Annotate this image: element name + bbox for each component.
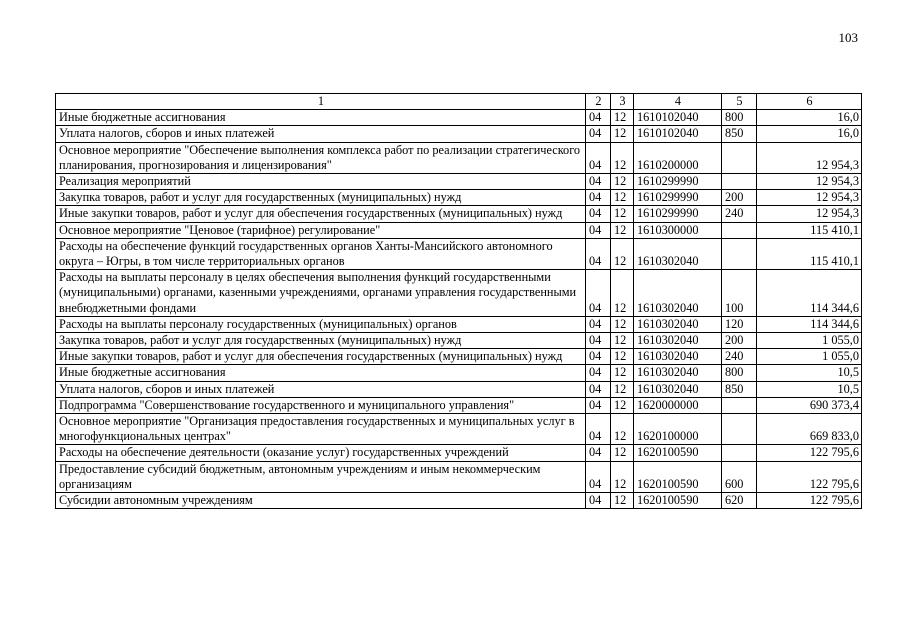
section-code: 04	[586, 126, 611, 142]
target-item-code: 1610200000	[634, 142, 722, 173]
amount-value: 12 954,3	[757, 174, 862, 190]
expense-type-code: 800	[722, 110, 757, 126]
table-row	[56, 190, 862, 206]
target-item-code: 1620000000	[634, 397, 722, 413]
section-code: 04	[586, 493, 611, 509]
expense-type-code: 850	[722, 126, 757, 142]
row-description: Основное мероприятие "Обеспечение выполнения комплекса работ по реализации стратегического планирования, прогнозирования и лицензирования"	[56, 142, 586, 173]
amount-value: 115 410,1	[757, 238, 862, 269]
target-item-code: 1620100590	[634, 445, 722, 461]
amount-value: 10,5	[757, 365, 862, 381]
target-item-code: 1620100590	[634, 461, 722, 492]
expense-type-code: 240	[722, 349, 757, 365]
header-cell: 5	[722, 94, 757, 110]
amount-value: 690 373,4	[757, 397, 862, 413]
row-description: Субсидии автономным учреждениям	[56, 493, 586, 509]
amount-value: 122 795,6	[757, 461, 862, 492]
subsection-code: 12	[611, 174, 634, 190]
subsection-code: 12	[611, 126, 634, 142]
row-description: Иные закупки товаров, работ и услуг для обеспечения государственных (муниципальных) нужд	[56, 206, 586, 222]
amount-value: 10,5	[757, 381, 862, 397]
table-row	[56, 365, 862, 381]
target-item-code: 1610302040	[634, 270, 722, 317]
row-description: Закупка товаров, работ и услуг для государственных (муниципальных) нужд	[56, 333, 586, 349]
expense-type-code: 240	[722, 206, 757, 222]
table-row	[56, 110, 862, 126]
expense-type-code: 100	[722, 270, 757, 317]
expense-type-code: 200	[722, 190, 757, 206]
target-item-code: 1610102040	[634, 110, 722, 126]
section-code: 04	[586, 316, 611, 332]
subsection-code: 12	[611, 206, 634, 222]
target-item-code: 1610300000	[634, 222, 722, 238]
section-code: 04	[586, 397, 611, 413]
subsection-code: 12	[611, 493, 634, 509]
subsection-code: 12	[611, 238, 634, 269]
subsection-code: 12	[611, 445, 634, 461]
row-description: Расходы на выплаты персоналу государственных (муниципальных) органов	[56, 316, 586, 332]
target-item-code: 1610302040	[634, 381, 722, 397]
row-description: Реализация мероприятий	[56, 174, 586, 190]
row-description: Основное мероприятие "Организация предоставления государственных и муниципальных услуг в многофункциональных центрах"	[56, 414, 586, 445]
section-code: 04	[586, 110, 611, 126]
expense-type-code: 600	[722, 461, 757, 492]
amount-value: 122 795,6	[757, 493, 862, 509]
table-row	[56, 206, 862, 222]
row-description: Предоставление субсидий бюджетным, автономным учреждениям и иным некоммерческим организациям	[56, 461, 586, 492]
row-description: Уплата налогов, сборов и иных платежей	[56, 126, 586, 142]
table-row	[56, 461, 862, 492]
table-row	[56, 222, 862, 238]
expense-type-code: 800	[722, 365, 757, 381]
subsection-code: 12	[611, 349, 634, 365]
section-code: 04	[586, 365, 611, 381]
section-code: 04	[586, 142, 611, 173]
expense-type-code	[722, 174, 757, 190]
target-item-code: 1610302040	[634, 238, 722, 269]
row-description: Основное мероприятие "Ценовое (тарифное) регулирование"	[56, 222, 586, 238]
target-item-code: 1610102040	[634, 126, 722, 142]
table-row	[56, 414, 862, 445]
target-item-code: 1610299990	[634, 206, 722, 222]
expense-type-code	[722, 142, 757, 173]
expense-type-code	[722, 445, 757, 461]
row-description: Уплата налогов, сборов и иных платежей	[56, 381, 586, 397]
subsection-code: 12	[611, 316, 634, 332]
section-code: 04	[586, 381, 611, 397]
target-item-code: 1610302040	[634, 349, 722, 365]
subsection-code: 12	[611, 381, 634, 397]
target-item-code: 1610302040	[634, 333, 722, 349]
section-code: 04	[586, 461, 611, 492]
subsection-code: 12	[611, 110, 634, 126]
section-code: 04	[586, 238, 611, 269]
section-code: 04	[586, 445, 611, 461]
amount-value: 115 410,1	[757, 222, 862, 238]
expense-type-code: 850	[722, 381, 757, 397]
expense-type-code: 200	[722, 333, 757, 349]
header-cell: 1	[56, 94, 586, 110]
table-row	[56, 126, 862, 142]
subsection-code: 12	[611, 190, 634, 206]
target-item-code: 1610299990	[634, 190, 722, 206]
subsection-code: 12	[611, 270, 634, 317]
row-description: Расходы на обеспечение деятельности (оказание услуг) государственных учреждений	[56, 445, 586, 461]
row-description: Расходы на обеспечение функций государственных органов Ханты-Мансийского автономного округа – Югры, в том числе территориальных органов	[56, 238, 586, 269]
row-description: Иные бюджетные ассигнования	[56, 110, 586, 126]
amount-value: 12 954,3	[757, 142, 862, 173]
target-item-code: 1610299990	[634, 174, 722, 190]
section-code: 04	[586, 333, 611, 349]
expense-type-code	[722, 238, 757, 269]
subsection-code: 12	[611, 222, 634, 238]
amount-value: 1 055,0	[757, 349, 862, 365]
amount-value: 122 795,6	[757, 445, 862, 461]
subsection-code: 12	[611, 397, 634, 413]
table-row	[56, 238, 862, 269]
amount-value: 12 954,3	[757, 206, 862, 222]
page-number: 103	[838, 30, 858, 45]
subsection-code: 12	[611, 333, 634, 349]
table-row	[56, 316, 862, 332]
header-cell: 4	[634, 94, 722, 110]
table-header-row	[56, 94, 862, 110]
amount-value: 12 954,3	[757, 190, 862, 206]
amount-value: 114 344,6	[757, 270, 862, 317]
table-row	[56, 493, 862, 509]
row-description: Иные закупки товаров, работ и услуг для обеспечения государственных (муниципальных) нужд	[56, 349, 586, 365]
row-description: Закупка товаров, работ и услуг для государственных (муниципальных) нужд	[56, 190, 586, 206]
table-row	[56, 270, 862, 317]
subsection-code: 12	[611, 365, 634, 381]
expense-type-code: 120	[722, 316, 757, 332]
table-row	[56, 381, 862, 397]
expense-type-code	[722, 222, 757, 238]
expense-type-code	[722, 414, 757, 445]
row-description: Иные бюджетные ассигнования	[56, 365, 586, 381]
target-item-code: 1610302040	[634, 316, 722, 332]
section-code: 04	[586, 414, 611, 445]
section-code: 04	[586, 174, 611, 190]
budget-table	[55, 93, 862, 509]
row-description: Подпрограмма "Совершенствование государственного и муниципального управления"	[56, 397, 586, 413]
table-row	[56, 349, 862, 365]
header-cell: 2	[586, 94, 611, 110]
table-row	[56, 142, 862, 173]
table-row	[56, 397, 862, 413]
target-item-code: 1620100590	[634, 493, 722, 509]
amount-value: 114 344,6	[757, 316, 862, 332]
amount-value: 16,0	[757, 110, 862, 126]
section-code: 04	[586, 349, 611, 365]
amount-value: 1 055,0	[757, 333, 862, 349]
subsection-code: 12	[611, 142, 634, 173]
amount-value: 669 833,0	[757, 414, 862, 445]
subsection-code: 12	[611, 414, 634, 445]
expense-type-code: 620	[722, 493, 757, 509]
section-code: 04	[586, 222, 611, 238]
header-cell: 3	[611, 94, 634, 110]
target-item-code: 1610302040	[634, 365, 722, 381]
section-code: 04	[586, 270, 611, 317]
header-cell: 6	[757, 94, 862, 110]
section-code: 04	[586, 190, 611, 206]
row-description: Расходы на выплаты персоналу в целях обеспечения выполнения функций государственными (муниципальными) органами, казенными учреждениями, органами управления государственными внебюджетными фондами	[56, 270, 586, 317]
expense-type-code	[722, 397, 757, 413]
subsection-code: 12	[611, 461, 634, 492]
table-row	[56, 445, 862, 461]
section-code: 04	[586, 206, 611, 222]
table-row	[56, 174, 862, 190]
table-row	[56, 333, 862, 349]
target-item-code: 1620100000	[634, 414, 722, 445]
amount-value: 16,0	[757, 126, 862, 142]
